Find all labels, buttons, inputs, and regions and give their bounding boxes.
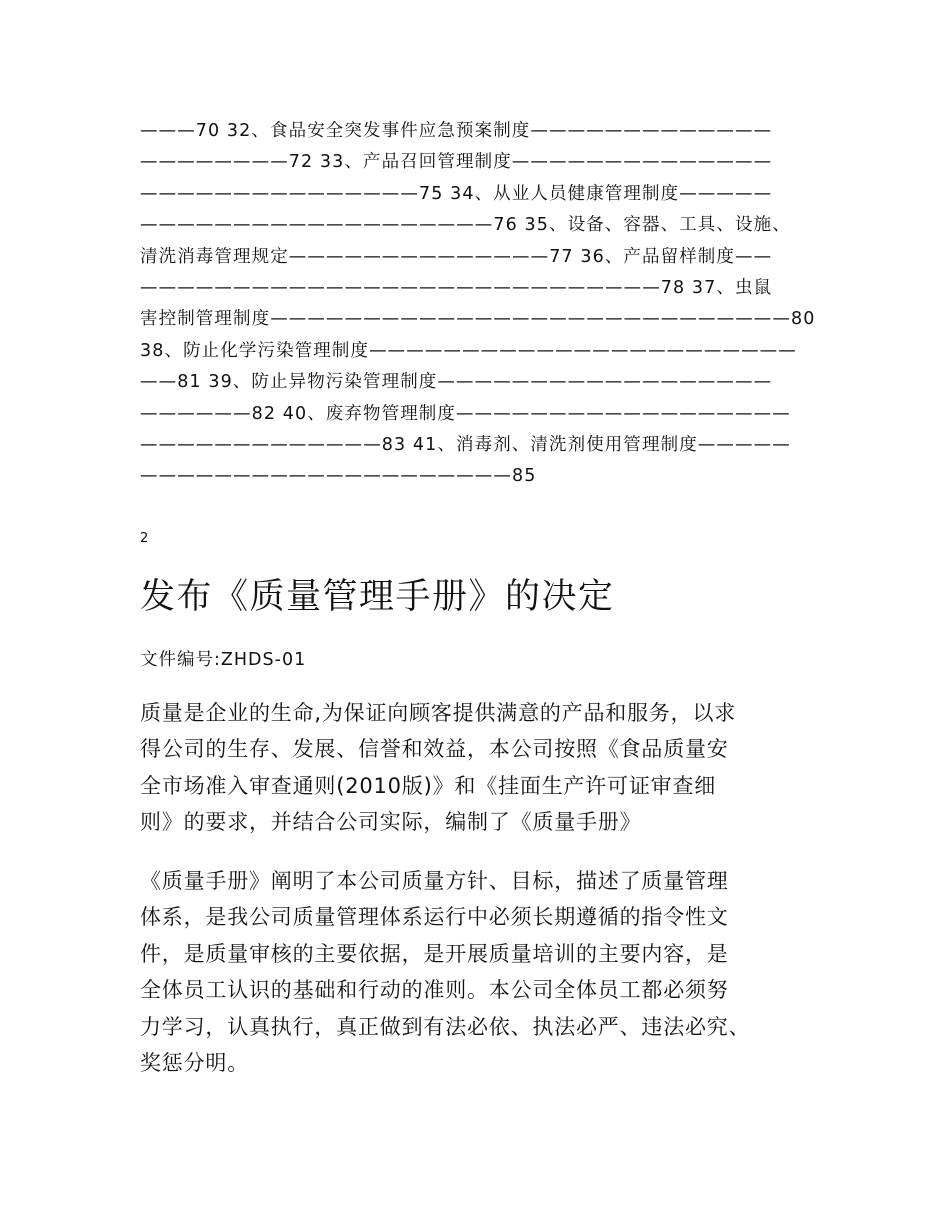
table-of-contents-text: ———70 32、食品安全突发事件应急预案制度————————————— ————————72 33、产品召回管理制度—————————————— ———————————————75 34、从业人员健康管理制度————— ———————————————————76 35、设备、容器、工具、设施、 清洗消毒管理规定——————————————77 36、产品留样制度—— ————————————————————————————78 37、虫鼠 害控制管理制度————————————————————————————80 38、防止化学污染管理制度——————————————————————— ——81 39、防止异物污染管理制度—————————————————— ——————82 40、废弃物管理制度—————————————————— —————————————83 41、消毒剂、清洗剂使用管理制度————— ————————————————————85 xyxy=(140,121,816,487)
document-title: 发布《质量管理手册》的决定 xyxy=(140,576,615,617)
paragraph-manual-description: 《质量手册》阐明了本公司质量方针、目标，描述了质量管理 体系，是我公司质量管理体系运行中必须长期遵循的指令性文 件，是质量审核的主要依据，是开展质量培训的主要内容，是 全体员工认识的基础和行动的准则。本公司全体员工都必须努 力学习，认真执行，真正做到有法必依、执法必严、违法必究、 奖惩分明。 xyxy=(140,868,751,1076)
document-page xyxy=(140,116,820,1082)
paragraph-intro: 质量是企业的生命,为保证向顾客提供满意的产品和服务，以求 得公司的生存、发展、信誉和效益，本公司按照《食品质量安 全市场准入审查通则(2010版)》和《挂面生产许可证审查细 则》的要求，并结合公司实际，编制了《质量手册》 xyxy=(140,700,737,835)
document-number: 文件编号:ZHDS-01 xyxy=(140,649,307,670)
page-number: 2 xyxy=(140,530,149,546)
